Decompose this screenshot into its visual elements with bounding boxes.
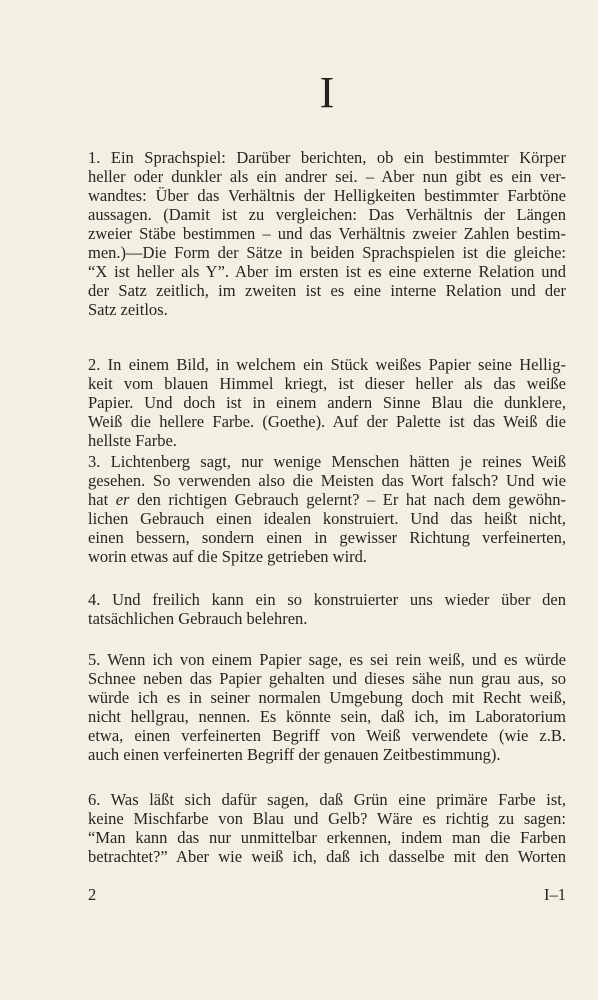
- remark-text-line: der Satz zeitlich, im zweiten ist es eine interne Relation und der: [88, 281, 566, 300]
- line-segment: den richtigen Gebrauch gelernt? – Er hat nach dem gewöhn-: [129, 490, 566, 509]
- remark-text-line: keine Mischfarbe von Blau und Gelb? Wäre es richtig zu sagen:: [88, 809, 566, 828]
- remark-text-line: keit vom blauen Himmel kriegt, ist dieser heller als das weiße: [88, 374, 566, 393]
- remark-6: [88, 790, 566, 866]
- remark-text-line: “X ist heller als Y”. Aber im ersten ist es eine externe Relation und: [88, 262, 566, 281]
- remark-text-line: wandtes: Über das Verhältnis der Helligkeiten bestimmter Farbtöne: [88, 186, 566, 205]
- remark-text-line: men.)—Die Form der Sätze in beiden Sprachspielen ist die gleiche:: [88, 243, 566, 262]
- remark-text-line: einen bessern, sondern einen in gewisser Richtung verfeinerten,: [88, 528, 566, 547]
- remark-text-line: 3. Lichtenberg sagt, nur wenige Menschen hätten je reines Weiß: [88, 452, 566, 471]
- remark-text-line: tatsächlichen Gebrauch belehren.: [88, 609, 308, 628]
- remark-text-line: gesehen. So verwenden also die Meisten das Wort falsch? Und wie: [88, 471, 566, 490]
- remark-text-line: 6. Was läßt sich dafür sagen, daß Grün eine primäre Farbe ist,: [88, 790, 566, 809]
- remark-text-line: aussagen. (Damit ist zu vergleichen: Das Verhältnis der Längen: [88, 205, 566, 224]
- remark-2: [88, 355, 566, 450]
- remark-5: [88, 650, 566, 764]
- remark-text-line: 4. Und freilich kann ein so konstruierter uns wieder über den: [88, 590, 566, 609]
- remark-text-line: 5. Wenn ich von einem Papier sage, es sei rein weiß, und es würde: [88, 650, 566, 669]
- remark-text-line: nicht hellgrau, nennen. Es könnte sein, daß ich, im Laboratorium: [88, 707, 566, 726]
- line-segment: hat: [88, 490, 116, 509]
- remark-text-line: “Man kann das nur unmittelbar erkennen, indem man die Farben: [88, 828, 566, 847]
- remark-text-line: lichen Gebrauch einen idealen konstruiert. Und das heißt nicht,: [88, 509, 566, 528]
- remark-text-line: betrachtet?” Aber wie weiß ich, daß ich dasselbe mit den Worten: [88, 847, 566, 866]
- remark-3: [88, 452, 566, 566]
- remark-text-line: 1. Ein Sprachspiel: Darüber berichten, ob ein bestimmter Körper: [88, 148, 566, 167]
- emphasized-word: er: [115, 490, 130, 509]
- remark-text-line: hellste Farbe.: [88, 431, 177, 450]
- remark-text-line: 2. In einem Bild, in welchem ein Stück weißes Papier seine Hellig-: [88, 355, 566, 374]
- remark-text-line: heller oder dunkler als ein andrer sei. – Aber nun gibt es ein ver-: [88, 167, 566, 186]
- remark-text-line: zweier Stäbe bestimmen – und das Verhältnis zweier Zahlen bestim-: [88, 224, 566, 243]
- remark-text-line: Schnee neben das Papier gehalten und dieses sähe nun grau aus, so: [88, 669, 566, 688]
- remark-text-line: [88, 490, 566, 509]
- remark-text-line: etwa, einen verfeinerten Begriff von Weiß verwendete (wie z.B.: [88, 726, 566, 745]
- remark-text-line: Satz zeitlos.: [88, 300, 168, 319]
- remark-text-line: würde ich es in seiner normalen Umgebung doch mit Recht weiß,: [88, 688, 566, 707]
- remark-1: [88, 148, 566, 319]
- remark-text-line: Papier. Und doch ist in einem andern Sinne Blau die dunklere,: [88, 393, 566, 412]
- remark-text-line: auch einen verfeinerten Begriff der genauen Zeitbestimmung).: [88, 745, 501, 764]
- remark-4: [88, 590, 566, 628]
- page-number: 2: [88, 885, 97, 904]
- section-reference: I–1: [544, 885, 566, 904]
- remark-text-line: worin etwas auf die Spitze getrieben wird.: [88, 547, 368, 566]
- remark-text-line: Weiß die hellere Farbe. (Goethe). Auf der Palette ist das Weiß die: [88, 412, 566, 431]
- chapter-heading: I: [319, 68, 335, 117]
